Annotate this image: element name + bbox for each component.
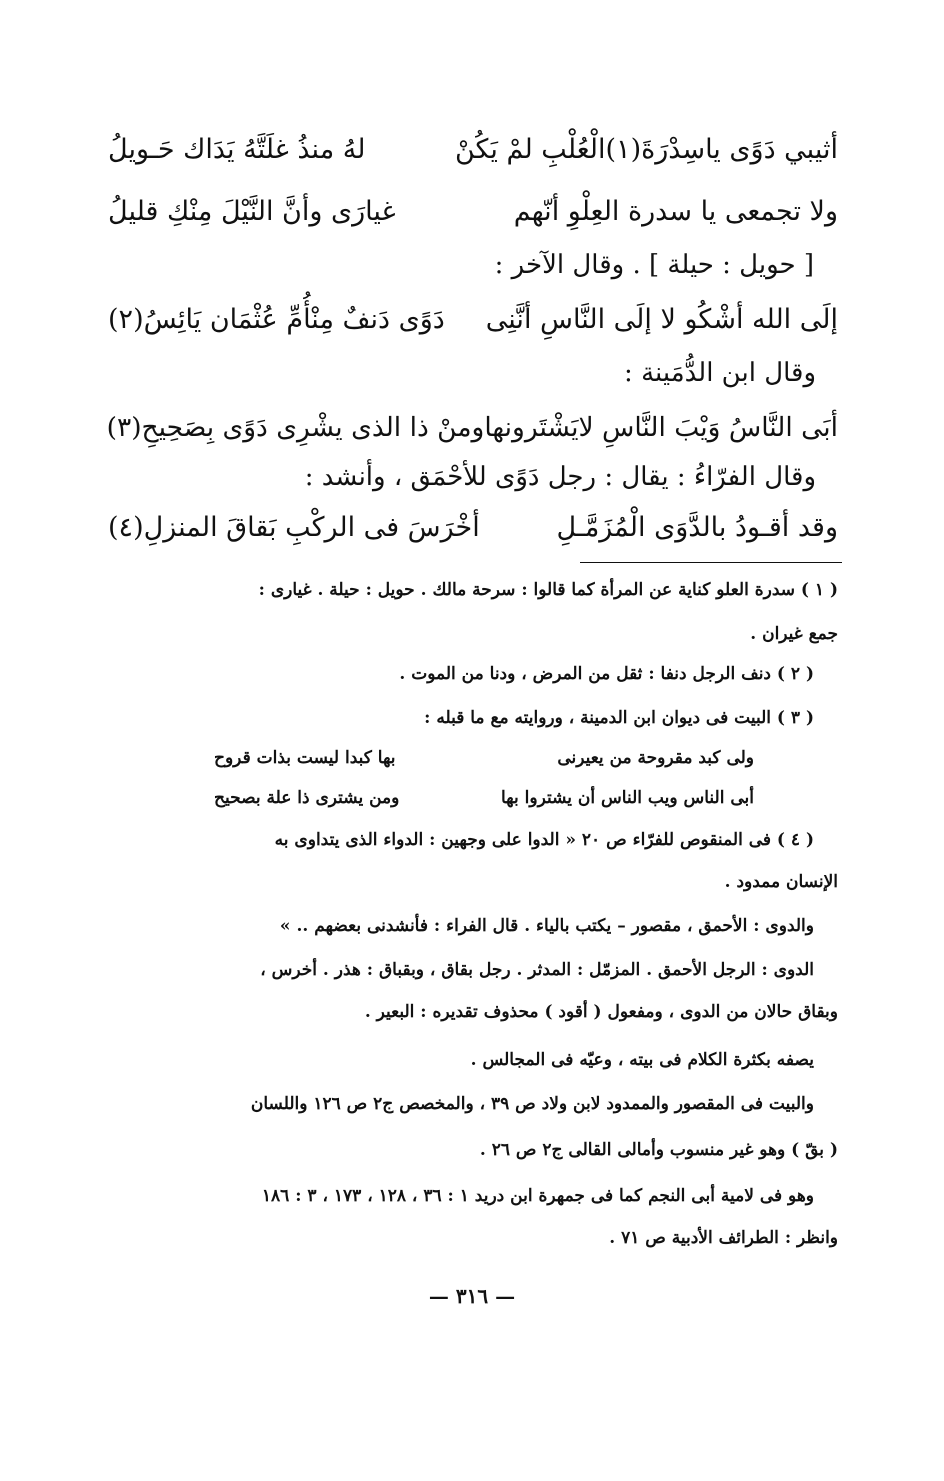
footnote-paragraph: وانظر : الطرائف الأدبية ص ٧١ .	[609, 1228, 838, 1248]
footnote-paragraph: يصفه بكثرة الكلام فى بيته ، وعيّه فى المجالس .	[470, 1050, 814, 1070]
verse-second-hemistich: غيارَى وأنَّ النَّيْلَ مِنْكِ قليلُ	[108, 195, 396, 227]
footnote-separator	[580, 562, 842, 563]
footnote-paragraph: والبيت فى المقصور والممدود لابن ولاد ص ٣٩ ، والمخصص ج٢ ص ١٢٦ واللسان	[250, 1094, 814, 1114]
verse-first-hemistich: ولى كبد مقروحة من يعيرنى	[557, 748, 754, 768]
verse-second-hemistich: ومن يشترى ذا علة بصحيح	[214, 788, 400, 808]
verse-first-hemistich: إلَى الله أشْكُو لا إلَى النَّاسِ أنَّنِى	[485, 303, 838, 335]
footnote-paragraph: وهو فى لامية أبى النجم كما فى جمهرة ابن دريد ١ : ٣٦ ، ١٢٨ ، ١٧٣ ، ٣ : ١٨٦	[261, 1186, 814, 1206]
attribution-text: وقال ابن الدُّمَينة :	[624, 358, 816, 388]
footnote-paragraph: والدوى : الأحمق ، مقصور – يكتب بالياء . قال الفراء : فأنشدنى بعضهم .. »	[279, 916, 814, 936]
poem-verse	[108, 184, 838, 240]
footnote-1: ( ١ ) سدرة العلو كناية عن المرأة كما قالوا : سرحة مالك . حويل : حيلة . غيارى :	[258, 580, 838, 600]
footnote-verse	[214, 742, 754, 774]
verse-first-hemistich: وقد أقـودُ بالدَّوَى الْمُزَمَّـلِ	[556, 511, 838, 543]
footnote-1-continuation: جمع غيران .	[750, 624, 838, 644]
verse-first-hemistich: أبَى النَّاسُ وَيْبَ النَّاسِ لايَشْتَرونها	[484, 412, 838, 444]
footnote-paragraph: الدوى : الرجل الأحمق . المزمّل : المدثر . رجل بقاق ، وبقباق : هذر . أخرس ،	[260, 960, 814, 980]
verse-first-hemistich: ولا تجمعى يا سدرة العِلْوِ أنّهم	[513, 195, 838, 227]
verse-second-hemistich: دَوًى دَنفٌ مِنْأُمِّ عُثْمَان يَائِسُ(٢)	[108, 303, 445, 335]
footnote-3: ( ٣ ) البيت فى ديوان ابن الدمينة ، وروايته مع ما قبله :	[424, 708, 814, 728]
attribution-text: وقال الفرّاءُ : يقال : رجل دَوًى للأحْمَق ، وأنشد :	[304, 462, 816, 492]
poem-verse	[108, 122, 838, 178]
poem-verse	[108, 400, 838, 456]
footnote-2: ( ٢ ) دنف الرجل دنفا : ثقل من المرض ، ودنا من الموت .	[399, 664, 814, 684]
footnote-paragraph: ( بقّ ) وهو غير منسوب وأمالى القالى ج٢ ص ٢٦ .	[479, 1140, 838, 1160]
footnote-4-continuation: الإنسان ممدود .	[724, 872, 838, 892]
verse-second-hemistich: لهُ منذُ غلَتَّهُ يَدَاك حَـويلُ	[108, 133, 366, 165]
gloss-text: [ حويل : حيلة ] . وقال الآخر :	[494, 250, 814, 280]
verse-second-hemistich: ومنْ ذا الذى يشْرِى دَوًى بِصَحِيحِ(٣)	[106, 412, 485, 444]
footnote-verse	[214, 782, 754, 814]
verse-second-hemistich: بها كبدا ليست بذات قروح	[214, 748, 396, 768]
poem-verse	[108, 292, 838, 348]
page-number: — ٣١٦ —	[428, 1284, 516, 1308]
verse-first-hemistich: أبى الناس ويب الناس أن يشتروا بها	[501, 788, 754, 808]
verse-first-hemistich: أثيبي دَوًى ياسِدْرَةَ(١)الْعُلْبِ لمْ يَكُنْ	[454, 133, 838, 165]
footnote-paragraph: وبقاق حالان من الدوى ، ومفعول ( أقود ) محذوف تقديره : البعير .	[364, 1002, 838, 1022]
footnote-4: ( ٤ ) فى المنقوص للفرّاء ص ٢٠ « الدوا على وجهين : الدواء الذى يتداوى به	[274, 830, 814, 850]
verse-second-hemistich: أخْرَسَ فى الركْبِ بَقاقَ المنزلِ(٤)	[108, 511, 480, 543]
poem-verse	[108, 500, 838, 556]
